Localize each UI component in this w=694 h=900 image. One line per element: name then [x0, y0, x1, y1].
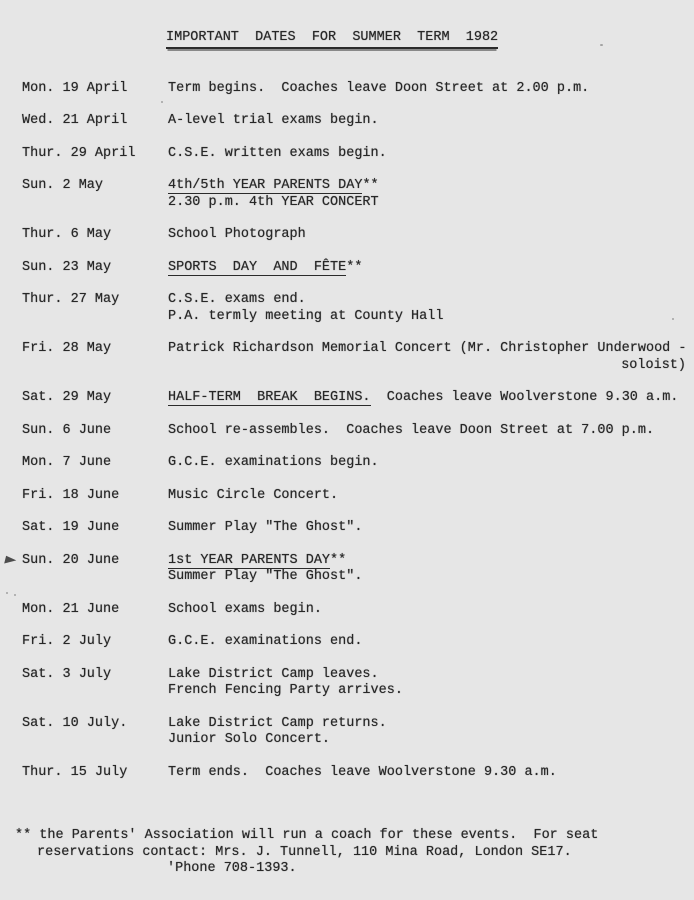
event-line — [168, 146, 692, 163]
event-line — [168, 602, 692, 619]
event-line — [168, 195, 692, 212]
event-line — [168, 390, 692, 407]
schedule-row — [22, 390, 694, 407]
plain-text: C.S.E. written exams begin. — [168, 145, 387, 161]
event-date-text: Fri. 28 May — [22, 341, 112, 356]
schedule-row — [22, 146, 694, 163]
scan-artifact — [237, 262, 239, 264]
event-date — [22, 520, 168, 537]
event-line — [168, 455, 692, 472]
event-description — [168, 260, 692, 277]
plain-text: Lake District Camp returns. — [168, 715, 387, 731]
event-line — [168, 423, 692, 440]
event-date-text: Thur. 15 July — [22, 764, 128, 780]
event-date-text: Sun. 2 May — [22, 178, 104, 193]
schedule-row — [22, 488, 694, 505]
plain-text: soloist) — [621, 357, 686, 373]
schedule-row — [22, 423, 694, 440]
event-description — [168, 113, 692, 130]
event-date-text: Fri. 18 June — [22, 487, 120, 503]
event-line — [168, 341, 692, 358]
event-description — [168, 520, 692, 537]
schedule-row — [22, 667, 694, 700]
plain-text: G.C.E. examinations end. — [168, 634, 363, 649]
schedule-row — [22, 227, 694, 244]
plain-text: Patrick Richardson Memorial Concert (Mr. Christopher Underwood - — [168, 341, 687, 356]
event-description — [168, 488, 692, 505]
schedule-list — [22, 81, 694, 782]
event-line — [168, 716, 692, 733]
event-line — [168, 667, 692, 684]
plain-text: C.S.E. exams end. — [168, 292, 306, 307]
event-line — [168, 765, 692, 782]
event-line — [168, 113, 692, 130]
event-line — [168, 553, 692, 570]
event-description — [168, 178, 692, 211]
scan-artifact — [600, 44, 603, 46]
underlined-text: 1st YEAR PARENTS DAY — [168, 552, 331, 568]
event-date — [22, 81, 168, 98]
plain-text: Summer Play "The Ghost". — [168, 520, 363, 535]
event-date — [22, 667, 168, 700]
event-description — [168, 292, 692, 325]
schedule-row — [22, 260, 694, 277]
underlined-text: HALF-TERM BREAK BEGINS. — [168, 390, 371, 405]
schedule-row — [22, 602, 694, 619]
event-date — [22, 602, 168, 619]
event-description — [168, 716, 692, 749]
schedule-row — [22, 716, 694, 749]
schedule-row — [22, 520, 694, 537]
event-date-text: Wed. 21 April — [22, 113, 128, 128]
event-date — [22, 341, 168, 374]
event-line — [168, 732, 692, 749]
plain-text: Term begins. Coaches leave Doon Street at 2.00 p.m. — [168, 80, 590, 96]
event-date-text: Mon. 19 April — [22, 80, 128, 96]
schedule-row — [22, 341, 694, 374]
event-date-text: Thur. 6 May — [22, 227, 112, 242]
event-line — [168, 488, 692, 505]
scan-artifact — [161, 101, 163, 103]
event-description — [168, 146, 692, 163]
plain-text: Music Circle Concert. — [168, 487, 339, 503]
event-date — [22, 146, 168, 163]
event-date-text: Sat. 10 July. — [22, 715, 128, 731]
plain-text: Junior Solo Concert. — [168, 732, 331, 747]
plain-text: Summer Play "The Ghost". — [168, 569, 363, 584]
scan-artifact — [14, 594, 16, 596]
schedule-row — [22, 553, 694, 586]
event-date — [22, 553, 168, 586]
event-description — [168, 423, 692, 440]
plain-text: ** — [362, 178, 379, 193]
event-description — [168, 634, 692, 651]
event-date-text: Sat. 19 June — [22, 520, 120, 535]
event-date-text: Fri. 2 July — [22, 634, 112, 649]
event-date — [22, 113, 168, 130]
event-description — [168, 765, 692, 782]
event-description — [168, 227, 692, 244]
schedule-row — [22, 765, 694, 782]
schedule-row — [22, 634, 694, 651]
event-date — [22, 178, 168, 211]
event-date — [22, 455, 168, 472]
event-date — [22, 488, 168, 505]
plain-text: Term ends. Coaches leave Woolverstone 9.30 a.m. — [168, 764, 557, 780]
event-date — [22, 227, 168, 244]
event-date — [22, 716, 168, 749]
event-description — [168, 455, 692, 472]
schedule-row — [22, 455, 694, 472]
underlined-text: 4th/5th YEAR PARENTS DAY — [168, 178, 363, 193]
event-line — [168, 309, 692, 326]
event-date — [22, 634, 168, 651]
event-description — [168, 390, 692, 407]
scan-artifact — [672, 318, 674, 320]
schedule-row — [22, 292, 694, 325]
footnote-line: 'Phone 708-1393. — [167, 861, 297, 876]
plain-text: School Photograph — [168, 227, 306, 242]
event-date — [22, 260, 168, 277]
event-date-text: Mon. 7 June — [22, 455, 112, 470]
plain-text: Coaches leave Woolverstone 9.30 a.m. — [370, 390, 679, 405]
event-description — [168, 341, 692, 374]
event-line — [168, 520, 692, 537]
event-date-text: Sun. 23 May — [22, 259, 112, 275]
plain-text: School exams begin. — [168, 601, 322, 617]
footnote-line: ** the Parents' Association will run a coach for these events. For seat — [15, 828, 599, 843]
page-title-text: IMPORTANT DATES FOR SUMMER TERM 1982 — [166, 30, 498, 49]
plain-text: A-level trial exams begin. — [168, 113, 379, 128]
event-date-text: Sat. 29 May — [22, 390, 112, 405]
event-line — [168, 569, 692, 586]
event-description — [168, 553, 692, 586]
event-line — [168, 227, 692, 244]
event-date — [22, 292, 168, 325]
event-date-text: Thur. 27 May — [22, 292, 120, 307]
event-date-text: Mon. 21 June — [22, 601, 120, 617]
event-date-text: Sun. 20 June — [22, 552, 120, 568]
page-title — [166, 30, 694, 47]
event-date — [22, 423, 168, 440]
event-date — [22, 765, 168, 782]
schedule-row — [22, 81, 694, 98]
event-description — [168, 81, 692, 98]
plain-text: ** — [330, 552, 347, 568]
scan-artifact — [6, 592, 8, 594]
event-line — [168, 683, 692, 700]
underlined-text: SPORTS DAY AND FÊTE — [168, 259, 347, 275]
plain-text: School re-assembles. Coaches leave Doon Street at 7.00 p.m. — [168, 422, 655, 438]
schedule-row — [22, 178, 694, 211]
event-date — [22, 390, 168, 407]
event-line — [168, 292, 692, 309]
plain-text: P.A. termly meeting at County Hall — [168, 308, 444, 324]
plain-text: G.C.E. examinations begin. — [168, 455, 379, 470]
event-description — [168, 667, 692, 700]
event-line — [168, 358, 692, 375]
event-date-text: Sun. 6 June — [22, 422, 112, 438]
plain-text: Lake District Camp leaves. — [168, 666, 379, 682]
event-description — [168, 602, 692, 619]
footnote-line: reservations contact: Mrs. J. Tunnell, 110 Mina Road, London SE17. — [37, 844, 572, 860]
event-date-text: Sat. 3 July — [22, 666, 112, 682]
event-line — [168, 634, 692, 651]
schedule-row — [22, 113, 694, 130]
event-line — [168, 81, 692, 98]
event-date-text: Thur. 29 April — [22, 145, 136, 161]
plain-text: French Fencing Party arrives. — [168, 683, 403, 698]
footnote — [15, 828, 694, 878]
pen-mark-icon — [4, 555, 17, 565]
event-line — [168, 260, 692, 277]
plain-text: ** — [346, 259, 363, 275]
event-line — [168, 178, 692, 195]
plain-text: 2.30 p.m. 4th YEAR CONCERT — [168, 194, 379, 210]
